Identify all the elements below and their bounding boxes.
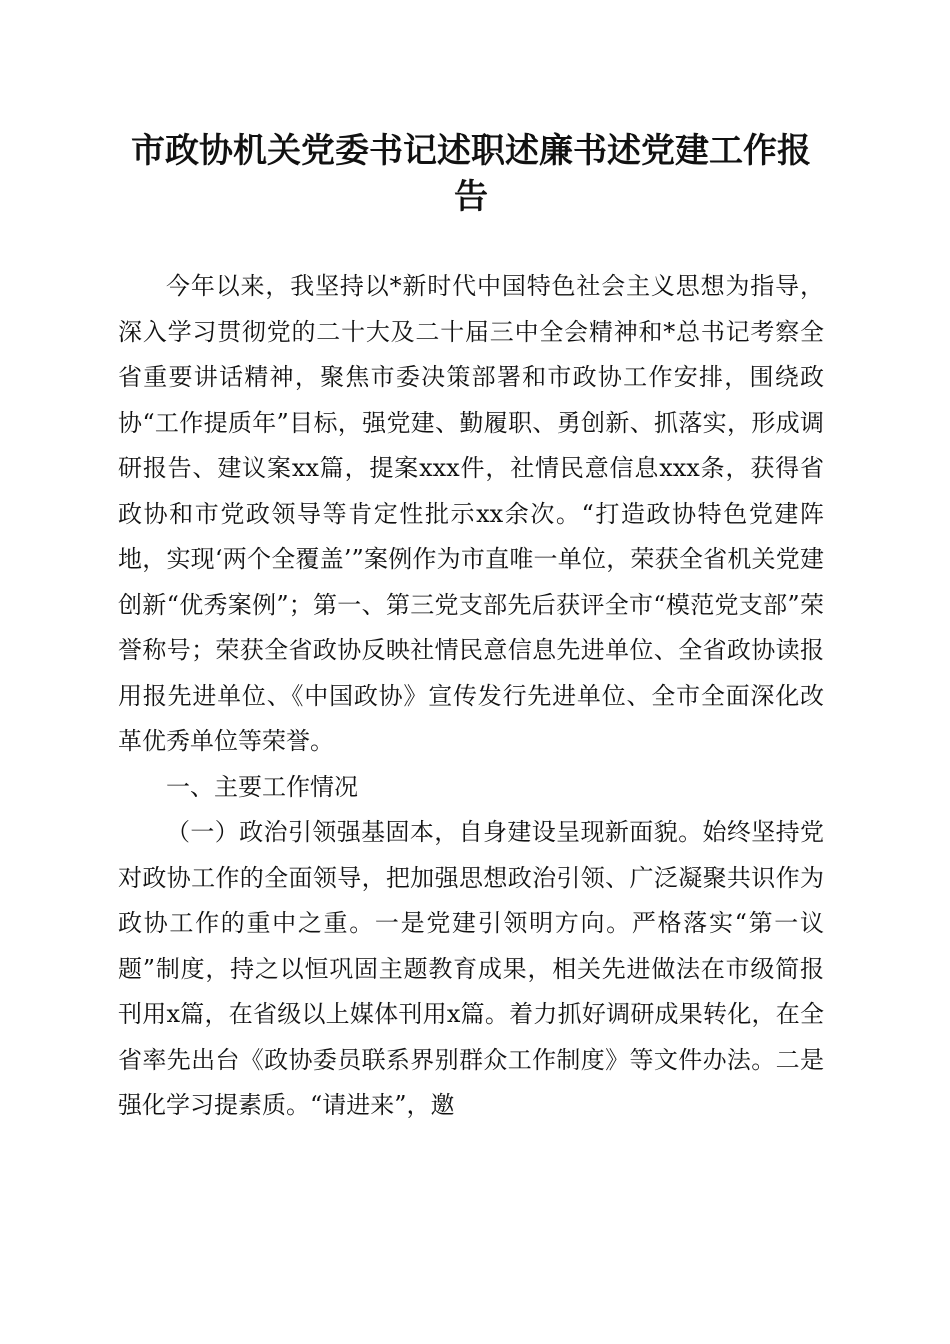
intro-paragraph: 今年以来，我坚持以*新时代中国特色社会主义思想为指导，深入学习贯彻党的二十大及二十届三中全会精神和*总书记考察全省重要讲话精神，聚焦市委决策部署和市政协工作安排，围绕政协“工作提质年”目标，强党建、勤履职、勇创新、抓落实，形成调研报告、建议案xx篇，提案xxx件，社情民意信息xxx条，获得省政协和市党政领导等肯定性批示xx余次。“打造政协特色党建阵地，实现‘两个全覆盖’”案例作为市直唯一单位，荣获全省机关党建创新“优秀案例”；第一、第三党支部先后获评全市“模范党支部”荣誉称号；荣获全省政协反映社情民意信息先进单位、全省政协读报用报先进单位、《中国政协》宣传发行先进单位、全市全面深化改革优秀单位等荣誉。 [118,272,824,755]
subsection-lead: （一）政治引领强基固本，自身建设呈现新面貌。 [166,818,703,846]
document-page [118,128,824,1129]
subsection-paragraph [118,810,824,1129]
document-body [118,264,824,1129]
subsection-text: 始终坚持党对政协工作的全面领导，把加强思想政治引领、广泛凝聚共识作为政协工作的重中之重。一是党建引领明方向。严格落实“第一议题”制度，持之以恒巩固主题教育成果，相关先进做法在市级简报刊用x篇，在省级以上媒体刊用x篇。着力抓好调研成果转化，在全省率先出台《政协委员联系界别群众工作制度》等文件办法。二是强化学习提素质。“请进来”，邀 [118,818,825,1119]
document-title: 市政协机关党委书记述职述廉书述党建工作报告 [131,131,811,217]
section-heading: 一、主要工作情况 [166,772,358,801]
